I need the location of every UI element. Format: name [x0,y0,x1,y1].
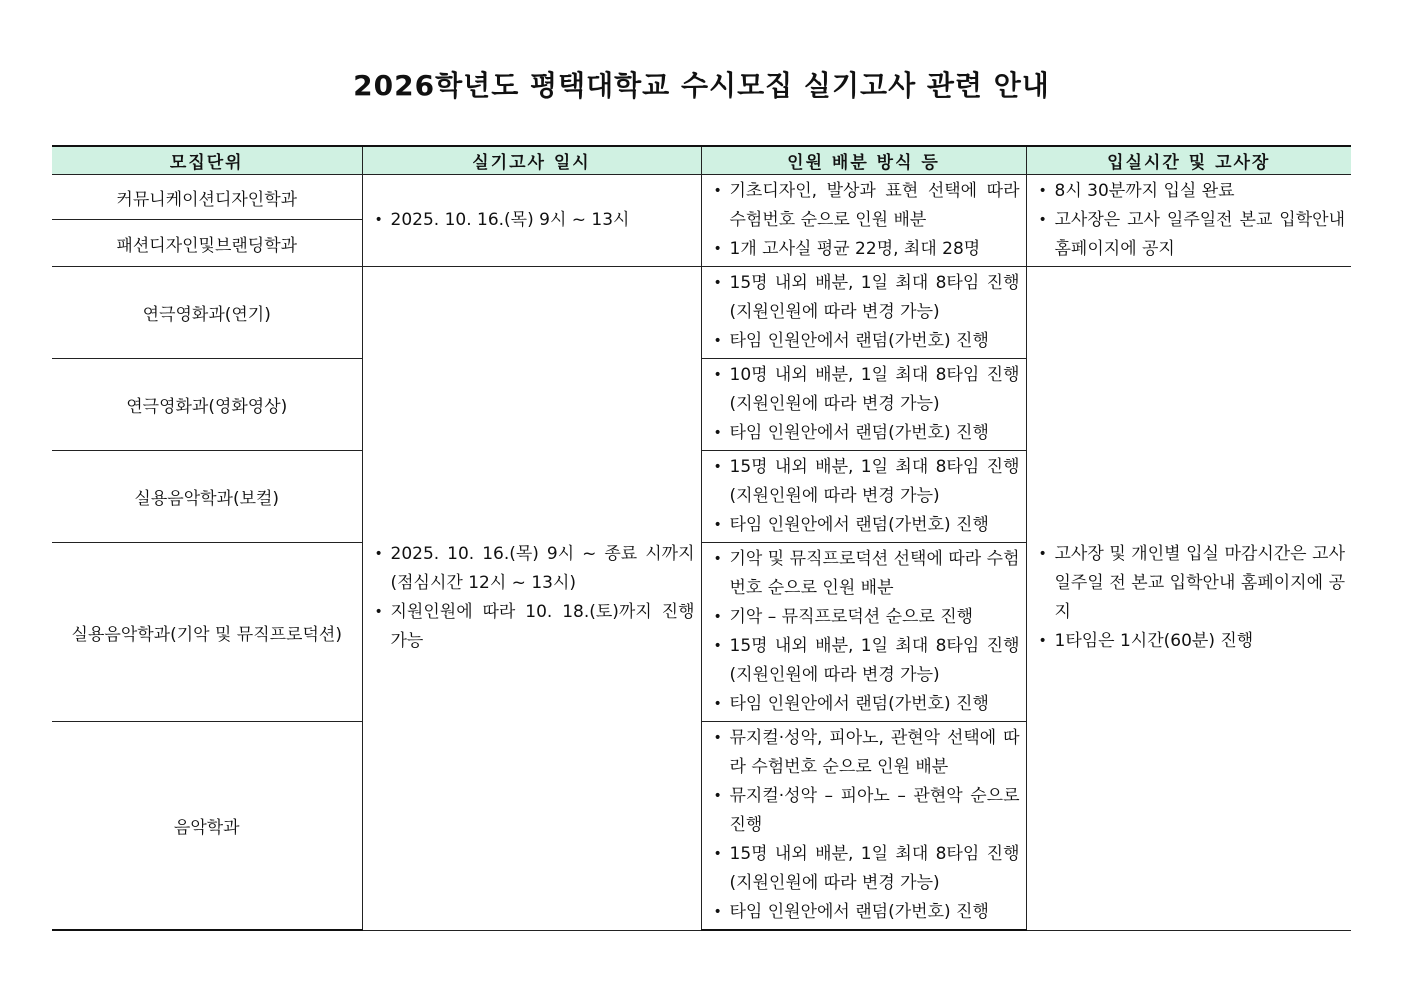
unit-cell: 패션디자인및브랜딩학과 [52,220,362,267]
allocation-cell [701,451,1026,543]
allocation-item: • 15명 내외 배분, 1일 최대 8타임 진행(지원인원에 따라 변경 가능) [710,840,1020,898]
table-header-row [52,146,1351,175]
allocation-item: • 10명 내외 배분, 1일 최대 8타임 진행(지원인원에 따라 변경 가능) [710,361,1020,419]
allocation-item: • 뮤지컬·성악 – 피아노 – 관현악 순으로 진행 [710,782,1020,840]
unit-cell: 커뮤니케이션디자인학과 [52,175,362,220]
header-unit: 모집단위 [52,146,362,175]
unit-cell: 실용음악학과(보컬) [52,451,362,543]
table-row [52,175,1351,220]
allocation-item: • 타임 인원안에서 랜덤(가번호) 진행 [710,511,1020,540]
entry-item: • 1타임은 1시간(60분) 진행 [1035,627,1346,656]
entry-item: • 8시 30분까지 입실 완료 [1035,177,1346,206]
entry-item: • 고사장 및 개인별 입실 마감시간은 고사 일주일 전 본교 입학안내 홈페이지에 공지 [1035,540,1346,627]
entry-cell [1026,175,1351,267]
header-entry: 입실시간 및 고사장 [1026,146,1351,175]
unit-cell: 실용음악학과(기악 및 뮤직프로덕션) [52,543,362,722]
allocation-item: • 타임 인원안에서 랜덤(가번호) 진행 [710,690,1020,719]
schedule-item: • 지원인원에 따라 10. 18.(토)까지 진행 가능 [371,598,695,656]
table-row [52,267,1351,359]
allocation-cell [701,543,1026,722]
entry-cell [1026,267,1351,931]
header-schedule: 실기고사 일시 [362,146,701,175]
unit-cell: 음악학과 [52,722,362,931]
exam-info-table [52,145,1351,931]
unit-cell: 연극영화과(연기) [52,267,362,359]
schedule-item: • 2025. 10. 16.(목) 9시 ~ 13시 [371,206,695,235]
allocation-item: • 기악 – 뮤직프로덕션 순으로 진행 [710,603,1020,632]
allocation-item: • 기초디자인, 발상과 표현 선택에 따라 수험번호 순으로 인원 배분 [710,177,1020,235]
allocation-cell [701,267,1026,359]
allocation-item: • 뮤지컬·성악, 피아노, 관현악 선택에 따라 수험번호 순으로 인원 배분 [710,724,1020,782]
allocation-item: • 1개 고사실 평균 22명, 최대 28명 [710,235,1020,264]
allocation-item: • 15명 내외 배분, 1일 최대 8타임 진행(지원인원에 따라 변경 가능) [710,632,1020,690]
page-title: 2026학년도 평택대학교 수시모집 실기고사 관련 안내 [353,69,1050,102]
allocation-cell [701,722,1026,931]
allocation-item: • 타임 인원안에서 랜덤(가번호) 진행 [710,419,1020,448]
entry-item: • 고사장은 고사 일주일전 본교 입학안내 홈페이지에 공지 [1035,206,1346,264]
allocation-cell [701,175,1026,267]
allocation-cell [701,359,1026,451]
schedule-item: • 2025. 10. 16.(목) 9시 ~ 종료 시까지 (점심시간 12시 ~ 13시) [371,540,695,598]
unit-cell: 연극영화과(영화영상) [52,359,362,451]
schedule-cell [362,267,701,931]
allocation-item: • 기악 및 뮤직프로덕션 선택에 따라 수험번호 순으로 인원 배분 [710,545,1020,603]
allocation-item: • 15명 내외 배분, 1일 최대 8타임 진행(지원인원에 따라 변경 가능) [710,453,1020,511]
allocation-item: • 타임 인원안에서 랜덤(가번호) 진행 [710,898,1020,927]
allocation-item: • 타임 인원안에서 랜덤(가번호) 진행 [710,327,1020,356]
schedule-cell [362,175,701,267]
header-allocation: 인원 배분 방식 등 [701,146,1026,175]
allocation-item: • 15명 내외 배분, 1일 최대 8타임 진행(지원인원에 따라 변경 가능) [710,269,1020,327]
